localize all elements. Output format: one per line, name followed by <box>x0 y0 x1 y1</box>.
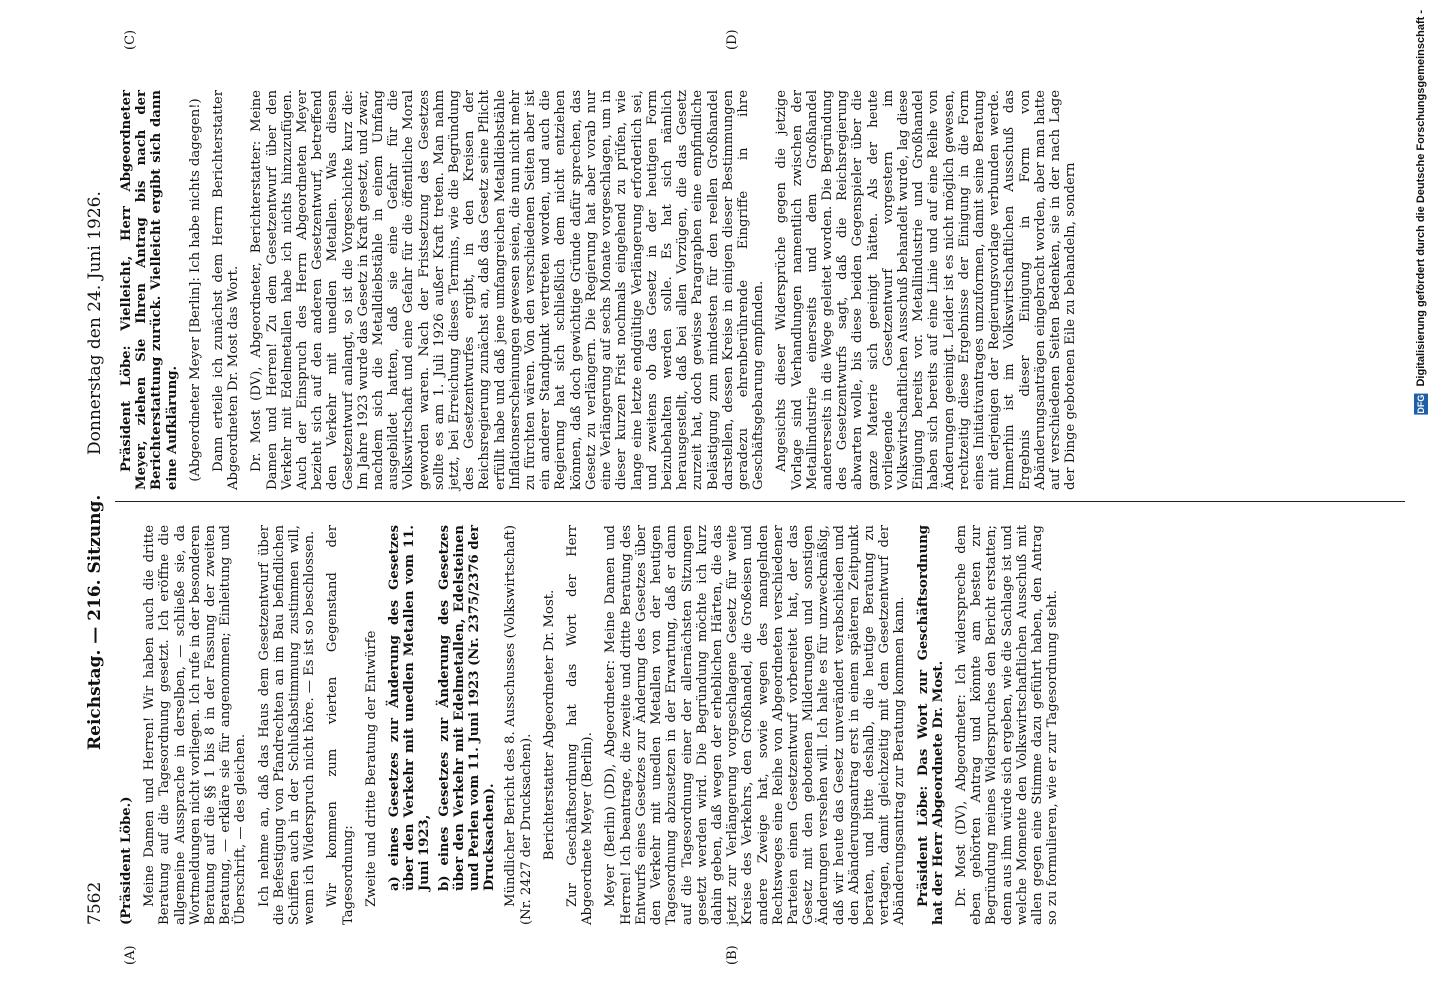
paragraph: Wir kommen zum vierten Gegenstand der Tagesordnung: <box>325 525 356 925</box>
speech-most-report-cont: Angesichts dieser Widersprüche gegen die jetzige Vorlage sind Verhandlungen namentlich zwischen der Metallindustrie einerseits und dem Großhandel andererseits in die Wege geleitet worden. Die Begründung des Gesetzentwurfs sagt, daß die Reichsregierung abwarten wolle, bis diese beiden Gegenspieler über die ganze Materie sich geeinigt hätten. Als der heute vorliegende Gesetzentwurf vorgestern im Volkswirtschaftlichen Ausschuß behandelt wurde, lag diese Einigung bereits vor. Metallindustrie und Großhandel haben sich bereits auf eine Linie und auf eine Reihe von Änderungen geeinigt. Leider ist es nicht möglich gewesen, rechtzeitig diese Ergebnisse der Einigung in die Form eines Initiativantrages umzuformen, damit seine Beratung mit derjenigen der Regierungsvorlage verbunden werde. Immerhin ist im Volkswirtschaftlichen Ausschuß das Ergebnis dieser Einigung in Form von Abänderungsanträgen eingebracht worden, aber man hatte auf verschiedenen Seiten Bedenken, sie in der nach Lage der Dinge gebotenen Eile zu behandeln, sondern <box>774 90 1079 490</box>
margin-mark-a: (A) <box>123 945 138 965</box>
agenda-list <box>387 525 497 891</box>
margin-mark-d: (D) <box>725 29 740 50</box>
column-divider <box>115 501 1405 502</box>
speaker-heading: (Präsident Löbe.) <box>119 796 134 925</box>
right-column <box>85 90 1405 490</box>
margin-mark-b: (B) <box>725 945 740 965</box>
agenda-item-b: b) eines Gesetzes zur Änderung des Gesetzes über den Verkehr mit Edelmetallen, Edelsteinen und Perlen vom 11. Juni 1923 (Nr. 2375/2376 der Drucksachen). <box>436 525 498 891</box>
paragraph: Dann erteile ich zunächst dem Herrn Berichterstatter Abgeordneten Dr. Most das Wort. <box>211 90 242 490</box>
paragraph: Ich nehme an, daß das Haus dem Gesetzentwurf über die Befestigung von Pfandrechten an im Bau befindlichen Schiffen auch in der Schlußabstimmung zustimmen will, wenn ich Widerspruch nicht höre. — Es ist so beschlossen. <box>256 525 318 925</box>
page-number: 7562 <box>85 881 105 925</box>
speech-loebe: Präsident Löbe: Vielleicht, Herr Abgeordneter Meyer, ziehen Sie Ihren Antrag bis nach der Berichterstattung zurück. Vielleicht ergibt sich dann eine Aufklärung. <box>119 90 180 490</box>
paragraph: Zweite und dritte Beratung der Entwürfe <box>363 630 379 907</box>
speech-loebe: Präsident Löbe: Das Wort zur Geschäftsordnung hat der Herr Abgeordnete Dr. Most. <box>915 525 946 925</box>
speech-most: Dr. Most (DV), Abgeordneter: Ich widerspreche dem eben gehörten Antrag und könnte am besten zur Begründung meines Widerspruches den Bericht erstatten; denn aus ihm würde sich ergeben, wie die Sachlage ist und welche Momente den Volkswirtschaftlichen Ausschuß mit allen gegen eine Stimme dazu geführt haben, den Antrag so zu formulieren, wie er zur Tagesordnung steht. <box>953 525 1061 925</box>
credit-text: Digitalisierung gefördert durch die Deutsche Forschungsgemeinschaft - <box>1415 10 1427 387</box>
header-right-title: Donnerstag den 24. Juni 1926. <box>85 191 105 455</box>
interjection: (Abgeordneter Meyer [Berlin]: Ich habe nichts dagegen!) <box>187 98 203 482</box>
page-content <box>85 29 1405 965</box>
dfg-logo: DFG <box>1416 394 1426 414</box>
paragraph: Meine Damen und Herren! Wir haben auch die dritte Beratung auf die Tagesordnung gesetzt. Ich eröffne die allgemeine Aussprache in derselben, — schließe sie, da Wortmeldungen nicht vorliegen. Ich rufe in der besonderen Beratung auf die §§ 1 bis 8 in der Fassung der zweiten Beratung, — erkläre sie für angenommen; Einleitung und Überschrift, — des gleichen. <box>142 525 249 925</box>
speech-most-report: Dr. Most (DV), Abgeordneter, Berichterstatter: Meine Damen und Herren! Zu dem Gesetzentwurf über den Verkehr mit Edelmetallen habe ich nichts hinzuzufügen. Auch der Einspruch des Herrn Abgeordneten Meyer bezieht sich auf den anderen Gesetzentwurf, betreffend den Verkehr mit unedlen Metallen. Was diesen Gesetzentwurf anlangt, so ist die Vorgeschichte kurz die: Im Jahre 1923 wurde das Gesetz in Kraft gesetzt, und zwar, nachdem sich die Metalldiebstähle in einem Umfang ausgebildet hatten, daß sie eine Gefahr für die Volkswirtschaft und eine Gefahr für die öffentliche Moral geworden waren. Nach der Fristsetzung des Gesetzes sollte es am 1. Juli 1926 außer Kraft treten. Man nahm jetzt, bei Erreichung dieses Termins, wie die Begründung des Gesetzentwurfes ergibt, in den Kreisen der Reichsregierung zunächst an, daß das Gesetz seine Pflicht erfüllt habe und daß jene umfangreichen Metalldiebstähle Inflationserscheinungen gewesen seien, die nun nicht mehr zu fürchten wären. Von den verschiedenen Seiten aber ist ein anderer Standpunkt vertreten worden, und auch die Regierung hat sich schließlich dem nicht entziehen können, daß doch gewichtige Gründe dafür sprechen, das Gesetz zu verlängern. Die Regierung hat aber vorab nur eine Verlängerung auf sechs Monate vorgeschlagen, um in dieser kurzen Frist nochmals eingehend zu prüfen, wie lange eine letzte endgültige Verlängerung erforderlich sei, und zweitens ob das Gesetz in der heutigen Form beizubehalten werden solle. Es hat sich nämlich herausgestellt, daß bei allen Vorzügen, die das Gesetz zurzeit hat, doch gewisse Paragraphen eine empfindliche Belästigung zum mindesten für den reellen Großhandel darstellen, dessen Kreise in einigen dieser Bestimmungen geradezu ehrenberührende Eingriffe in ihre Geschäftsgebarung empfinden. <box>249 90 767 490</box>
speech-meyer: Meyer (Berlin) (DD), Abgeordneter: Meine Damen und Herren! Ich beantrage, die zweite und dritte Beratung des Entwurfs eines Gesetzes zur Änderung des Gesetzes über den Verkehr mit unedlen Metallen von der heutigen Tagesordnung abzusetzen in der Erwartung, daß er dann auf die Tagesordnung einer der allernächsten Sitzungen gesetzt werden wird. Die Begründung möchte ich kurz dahin geben, daß wegen der erheblichen Härten, die das jetzt zur Verlängerung vorgeschlagene Gesetz für weite Kreise des Verkehrs, den Großhandel, die Großeisen und andere Zweige hat, sowie wegen des mangelnden Rechtsweges eine Reihe von Abgeordneten verschiedener Parteien einen Gesetzentwurf vorbereitet hat, der das Gesetz mit den gebotenen Milderungen und sonstigen Änderungen versehen will. Ich halte es für unzweckmäßig, daß wir heute das Gesetz unverändert verabschieden und den Abänderungsantrag erst in einem späteren Zeitpunkt beraten, und bitte deshalb, die heutige Beratung zu vertagen, damit gleichzeitig mit dem Gesetzentwurf der Abänderungsantrag zur Beratung kommen kann. <box>603 525 908 925</box>
paragraph: Zur Geschäftsordnung hat das Wort der Herr Abgeordnete Meyer (Berlin). <box>565 525 596 925</box>
paragraph: Berichterstatter Abgeordneter Dr. Most. <box>541 589 557 861</box>
header-left-title: Reichstag. — 216. Sitzung. <box>85 494 105 750</box>
digitization-credit <box>1414 10 1428 415</box>
margin-mark-c: (C) <box>123 29 138 50</box>
paragraph: Mündlicher Bericht des 8. Ausschusses (Volkswirtschaft) (Nr. 2427 der Drucksachen). <box>503 525 534 925</box>
agenda-item-a: a) eines Gesetzes zur Änderung des Gesetzes über den Verkehr mit unedlen Metallen vom 11. Juni 1923, <box>387 525 433 891</box>
left-column <box>85 525 1405 925</box>
